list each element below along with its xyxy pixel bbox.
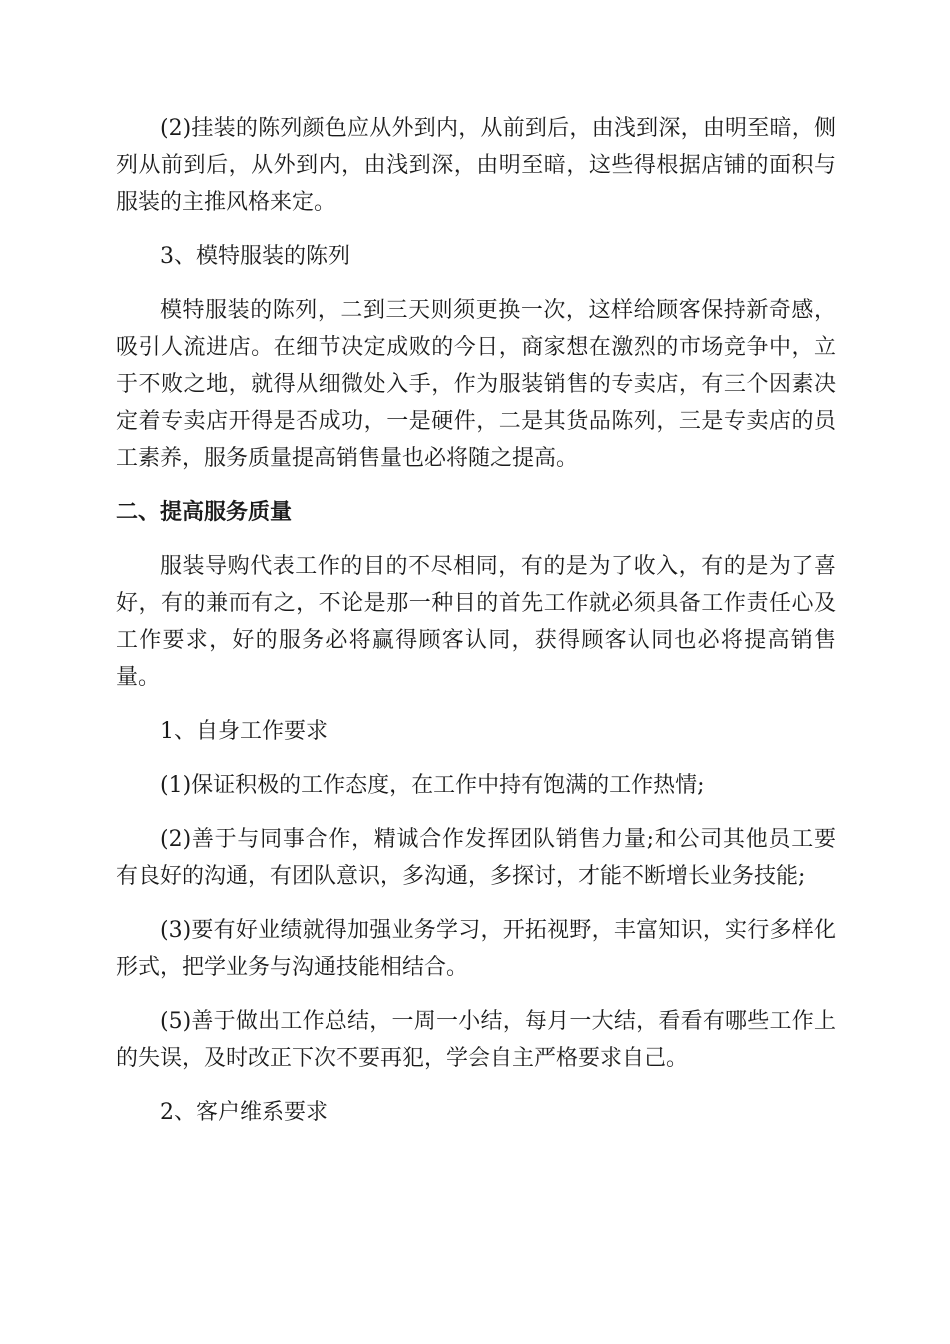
section-heading-service-quality: 二、提高服务质量	[116, 500, 293, 525]
subheading-self-requirements: 1、自身工作要求	[160, 719, 328, 744]
paragraph-model-display: 模特服装的陈列，二到三天则须更换一次，这样给顾客保持新奇感，吸引人流进店。在细节决定成败的今日，商家想在激烈的市场竞争中，立于不败之地，就得从细微处入手，作为服装销售的专卖店，有三个因素决定着专卖店开得是否成功，一是硬件，二是其货品陈列，三是专卖店的员工素养，服务质量提高销售量也必将随之提高。	[116, 298, 836, 471]
subheading-customer-retention: 2、客户维系要求	[160, 1100, 328, 1125]
list-item-summary: (5)善于做出工作总结，一周一小结，每月一大结，看看有哪些工作上的失误，及时改正下次不要再犯，学会自主严格要求自己。	[116, 1009, 836, 1071]
list-item-attitude: (1)保证积极的工作态度，在工作中持有饱满的工作热情;	[160, 773, 705, 798]
paragraph-service-intro: 服装导购代表工作的目的不尽相同，有的是为了收入，有的是为了喜好，有的兼而有之，不论是那一种目的首先工作就必须具备工作责任心及工作要求，好的服务必将赢得顾客认同，获得顾客认同也必将提高销售量。	[116, 554, 836, 690]
list-item-teamwork: (2)善于与同事合作，精诚合作发挥团队销售力量;和公司其他员工要有良好的沟通，有团队意识，多沟通，多探讨，才能不断增长业务技能;	[116, 827, 836, 889]
list-item-learning: (3)要有好业绩就得加强业务学习，开拓视野，丰富知识，实行多样化形式，把学业务与沟通技能相结合。	[116, 918, 836, 980]
document-body	[116, 110, 836, 1148]
paragraph-hanging-color-order: (2)挂装的陈列颜色应从外到内，从前到后，由浅到深，由明至暗，侧列从前到后，从外到内，由浅到深，由明至暗，这些得根据店铺的面积与服装的主推风格来定。	[116, 116, 836, 215]
subheading-model-display: 3、模特服装的陈列	[160, 244, 350, 269]
